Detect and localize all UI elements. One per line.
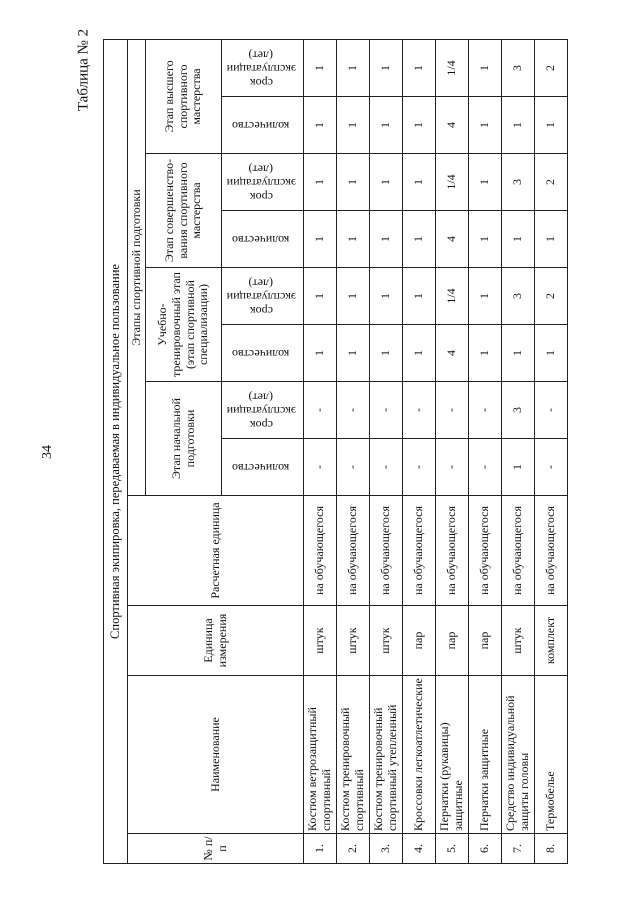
cell-value: 1 [337, 154, 370, 211]
cell-value: 1 [370, 40, 403, 97]
header-stage-training: Учебно-тренировочный этап (этап спортивной специализации) [146, 268, 222, 382]
table-row [304, 40, 337, 864]
cell-value: 2 [535, 40, 568, 97]
cell-value: 1/4 [436, 40, 469, 97]
cell-value: 1 [502, 439, 535, 496]
table-row [436, 40, 469, 864]
cell-value: 1 [337, 325, 370, 382]
row-num: 1. [304, 834, 337, 864]
cell-value: 1 [469, 154, 502, 211]
cell-value: 3 [502, 40, 535, 97]
cell-value: 1 [502, 97, 535, 154]
cell-value: - [370, 382, 403, 439]
cell-value: - [304, 439, 337, 496]
row-unit: штук [337, 606, 370, 676]
cell-value: - [403, 382, 436, 439]
cell-value: 1 [370, 154, 403, 211]
row-name: Термобелье [535, 676, 568, 834]
header-qty [222, 211, 304, 268]
cell-value: 1 [304, 211, 337, 268]
table-row [403, 40, 436, 864]
header-qty-label: количество [231, 232, 290, 247]
cell-value: 4 [436, 325, 469, 382]
cell-value: 1 [469, 325, 502, 382]
row-num: 2. [337, 834, 370, 864]
cell-value: - [337, 382, 370, 439]
cell-value: 4 [436, 211, 469, 268]
cell-value: 1 [370, 268, 403, 325]
cell-value: 1 [403, 97, 436, 154]
cell-value: 1 [469, 268, 502, 325]
header-num: № п/п [128, 834, 304, 864]
header-qty-label: количество [231, 460, 290, 475]
header-term [222, 154, 304, 211]
cell-value: 1 [337, 268, 370, 325]
equipment-table-container [103, 40, 559, 864]
row-unit: комплект [535, 606, 568, 676]
row-num: 6. [469, 834, 502, 864]
cell-value: 1 [337, 211, 370, 268]
table-row [535, 40, 568, 864]
cell-value: 1 [403, 325, 436, 382]
row-name: Средство индивидуальной защиты головы [502, 676, 535, 834]
cell-value: 3 [502, 382, 535, 439]
page-number: 34 [40, 445, 55, 459]
cell-value: 1 [304, 40, 337, 97]
cell-value: 1 [304, 154, 337, 211]
cell-value: 1 [370, 211, 403, 268]
cell-value: 1 [403, 40, 436, 97]
table-row [469, 40, 502, 864]
header-term [222, 268, 304, 325]
header-qty [222, 439, 304, 496]
row-name: Костюм тренировочный спортивный [337, 676, 370, 834]
header-qty-label: количество [231, 118, 290, 133]
row-num: 4. [403, 834, 436, 864]
cell-value: 1 [403, 268, 436, 325]
header-stages-group: Этапы спортивной подготовки [128, 40, 146, 496]
cell-value: - [469, 439, 502, 496]
row-num: 3. [370, 834, 403, 864]
equipment-table [103, 39, 568, 864]
cell-value: - [436, 439, 469, 496]
row-num: 8. [535, 834, 568, 864]
header-calc-unit: Расчетная единица [128, 496, 304, 606]
row-name: Костюм тренировочный спортивный утепленный [370, 676, 403, 834]
cell-value: - [304, 382, 337, 439]
cell-value: 1 [337, 97, 370, 154]
row-calc: на обучающегося [502, 496, 535, 606]
row-unit: пар [436, 606, 469, 676]
cell-value: 1 [370, 97, 403, 154]
cell-value: 1 [469, 211, 502, 268]
row-unit: пар [469, 606, 502, 676]
cell-value: 4 [436, 97, 469, 154]
row-calc: на обучающегося [469, 496, 502, 606]
cell-value: 1 [304, 97, 337, 154]
table-row [337, 40, 370, 864]
row-unit: штук [370, 606, 403, 676]
cell-value: 1/4 [436, 268, 469, 325]
header-stage-initial: Этап начальной подготовки [146, 382, 222, 496]
row-num: 7. [502, 834, 535, 864]
table-row [370, 40, 403, 864]
header-term-label: срок эксплуатации (лет) [225, 162, 296, 204]
header-stage-higher: Этап высшего спортивного мастерства [146, 40, 222, 154]
row-name: Кроссовки легкоатлетические [403, 676, 436, 834]
row-unit: пар [403, 606, 436, 676]
header-stage-improvement: Этап совершенство-вания спортивного мастерства [146, 154, 222, 268]
cell-value: 1 [403, 211, 436, 268]
cell-value: 1 [535, 97, 568, 154]
row-unit: штук [502, 606, 535, 676]
header-term-label: срок эксплуатации (лет) [225, 390, 296, 432]
row-calc: на обучающегося [403, 496, 436, 606]
cell-value: 1/4 [436, 154, 469, 211]
table-title: Спортивная экипировка, передаваемая в индивидуальное пользование [104, 40, 128, 864]
header-term-label: срок эксплуатации (лет) [225, 48, 296, 90]
cell-value: 1 [370, 325, 403, 382]
table-row [502, 40, 535, 864]
cell-value: 1 [337, 40, 370, 97]
header-term [222, 382, 304, 439]
cell-value: 1 [535, 325, 568, 382]
header-term [222, 40, 304, 97]
cell-value: 1 [535, 211, 568, 268]
header-term-label: срок эксплуатации (лет) [225, 276, 296, 318]
cell-value: - [535, 439, 568, 496]
cell-value: 2 [535, 154, 568, 211]
row-calc: на обучающегося [304, 496, 337, 606]
cell-value: 1 [469, 97, 502, 154]
cell-value: 1 [469, 40, 502, 97]
cell-value: 1 [502, 211, 535, 268]
table-caption: Таблица № 2 [75, 28, 92, 112]
cell-value: - [436, 382, 469, 439]
row-calc: на обучающегося [370, 496, 403, 606]
cell-value: 1 [304, 268, 337, 325]
cell-value: 1 [502, 325, 535, 382]
header-qty [222, 325, 304, 382]
row-unit: штук [304, 606, 337, 676]
cell-value: - [403, 439, 436, 496]
row-calc: на обучающегося [535, 496, 568, 606]
row-name: Перчатки (рукавицы) защитные [436, 676, 469, 834]
cell-value: 3 [502, 154, 535, 211]
cell-value: - [535, 382, 568, 439]
header-qty [222, 97, 304, 154]
row-num: 5. [436, 834, 469, 864]
cell-value: - [370, 439, 403, 496]
row-calc: на обучающегося [436, 496, 469, 606]
row-calc: на обучающегося [337, 496, 370, 606]
header-name: Наименование [128, 676, 304, 834]
cell-value: 3 [502, 268, 535, 325]
cell-value: 1 [403, 154, 436, 211]
cell-value: - [337, 439, 370, 496]
header-qty-label: количество [231, 346, 290, 361]
row-name: Перчатки защитные [469, 676, 502, 834]
cell-value: 1 [304, 325, 337, 382]
cell-value: 2 [535, 268, 568, 325]
cell-value: - [469, 382, 502, 439]
header-unit: Единица измерения [128, 606, 304, 676]
row-name: Костюм ветрозащитный спортивный [304, 676, 337, 834]
